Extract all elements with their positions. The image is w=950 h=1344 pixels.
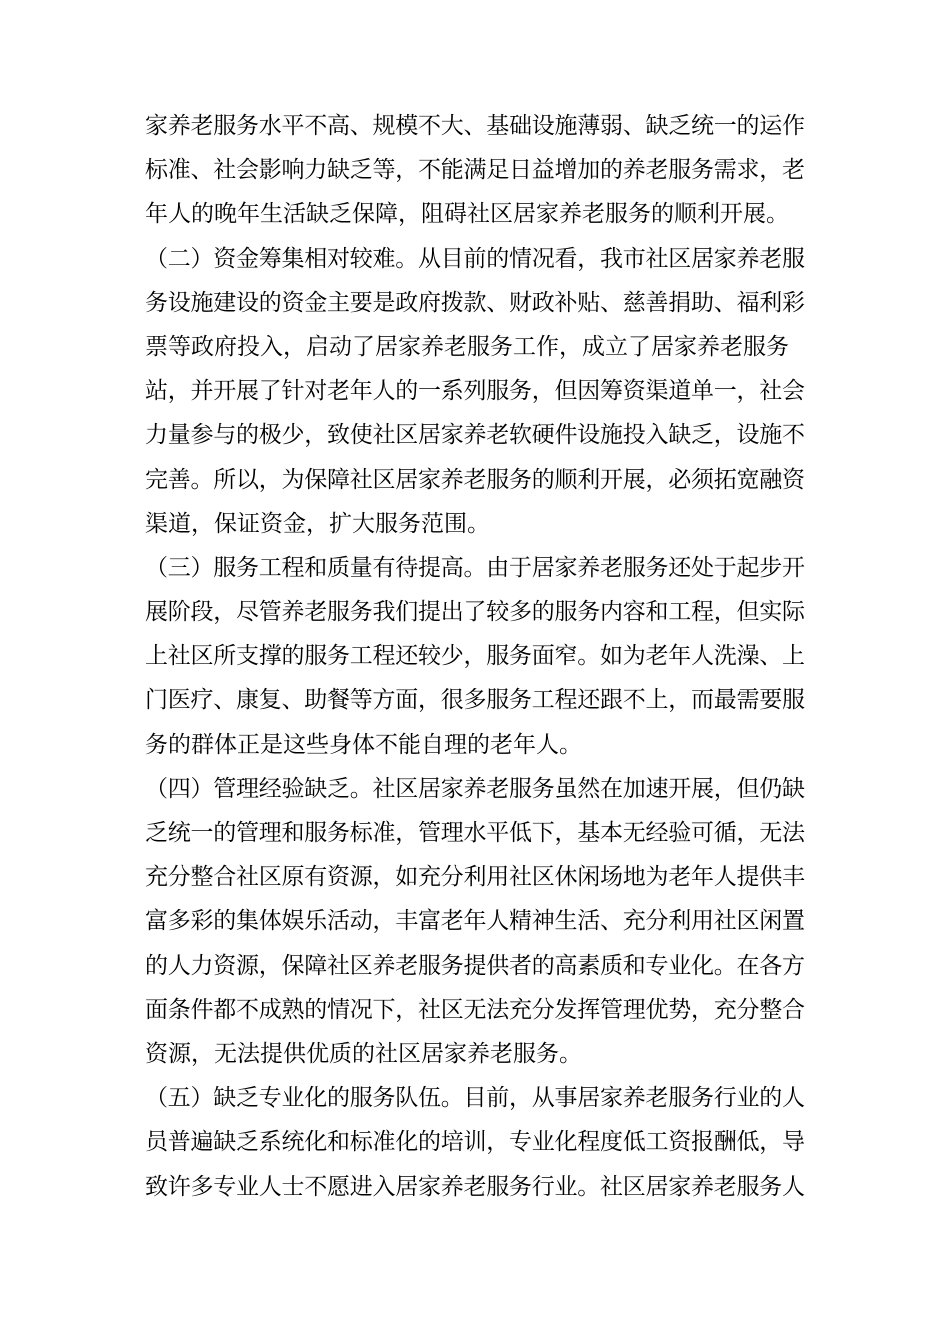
text-line: 资源，无法提供优质的社区居家养老服务。 — [145, 1040, 582, 1067]
text-line: 员普遍缺乏系统化和标准化的培训，专业化程度低工资报酬低，导 — [145, 1129, 805, 1156]
body-text — [145, 104, 805, 1209]
text-line: 富多彩的集体娱乐活动，丰富老年人精神生活、充分利用社区闲置 — [145, 908, 805, 935]
text-line: 门医疗、康复、助餐等方面，很多服务工程还跟不上，而最需要服 — [145, 687, 805, 714]
text-line: （三）服务工程和质量有待提高。由于居家养老服务还处于起步开 — [145, 554, 805, 581]
text-line: （二）资金筹集相对较难。从目前的情况看，我市社区居家养老服 — [145, 245, 805, 272]
text-line: 票等政府投入，启动了居家养老服务工作，成立了居家养老服务 — [145, 333, 789, 360]
text-line: 展阶段，尽管养老服务我们提出了较多的服务内容和工程，但实际 — [145, 599, 805, 626]
text-line: （五）缺乏专业化的服务队伍。目前，从事居家养老服务行业的人 — [145, 1085, 805, 1112]
text-line: 上社区所支撑的服务工程还较少，服务面窄。如为老年人洗澡、上 — [145, 643, 805, 670]
text-line: 面条件都不成熟的情况下，社区无法充分发挥管理优势，充分整合 — [145, 996, 805, 1023]
text-line: 站，并开展了针对老年人的一系列服务，但因筹资渠道单一，社会 — [145, 378, 805, 405]
text-line: 标准、社会影响力缺乏等，不能满足日益增加的养老服务需求，老 — [145, 157, 805, 184]
text-line: 完善。所以，为保障社区居家养老服务的顺利开展，必须拓宽融资 — [145, 466, 805, 493]
text-line: 力量参与的极少，致使社区居家养老软硬件设施投入缺乏，设施不 — [145, 422, 805, 449]
text-line: 渠道，保证资金，扩大服务范围。 — [145, 510, 490, 537]
text-line: 致许多专业人士不愿进入居家养老服务行业。社区居家养老服务人 — [145, 1173, 805, 1200]
text-line: 充分整合社区原有资源，如充分利用社区休闲场地为老年人提供丰 — [145, 864, 805, 891]
text-line: 家养老服务水平不高、规模不大、基础设施薄弱、缺乏统一的运作 — [145, 113, 805, 139]
text-line: 年人的晚年生活缺乏保障，阻碍社区居家养老服务的顺利开展。 — [145, 201, 789, 228]
text-line: 乏统一的管理和服务标准，管理水平低下，基本无经验可循，无法 — [145, 820, 805, 846]
text-line: 的人力资源，保障社区养老服务提供者的高素质和专业化。在各方 — [145, 952, 805, 979]
text-line: （四）管理经验缺乏。社区居家养老服务虽然在加速开展，但仍缺 — [145, 775, 805, 802]
text-line: 务设施建设的资金主要是政府拨款、财政补贴、慈善捐助、福利彩 — [145, 289, 805, 316]
text-line: 务的群体正是这些身体不能自理的老年人。 — [145, 731, 582, 758]
